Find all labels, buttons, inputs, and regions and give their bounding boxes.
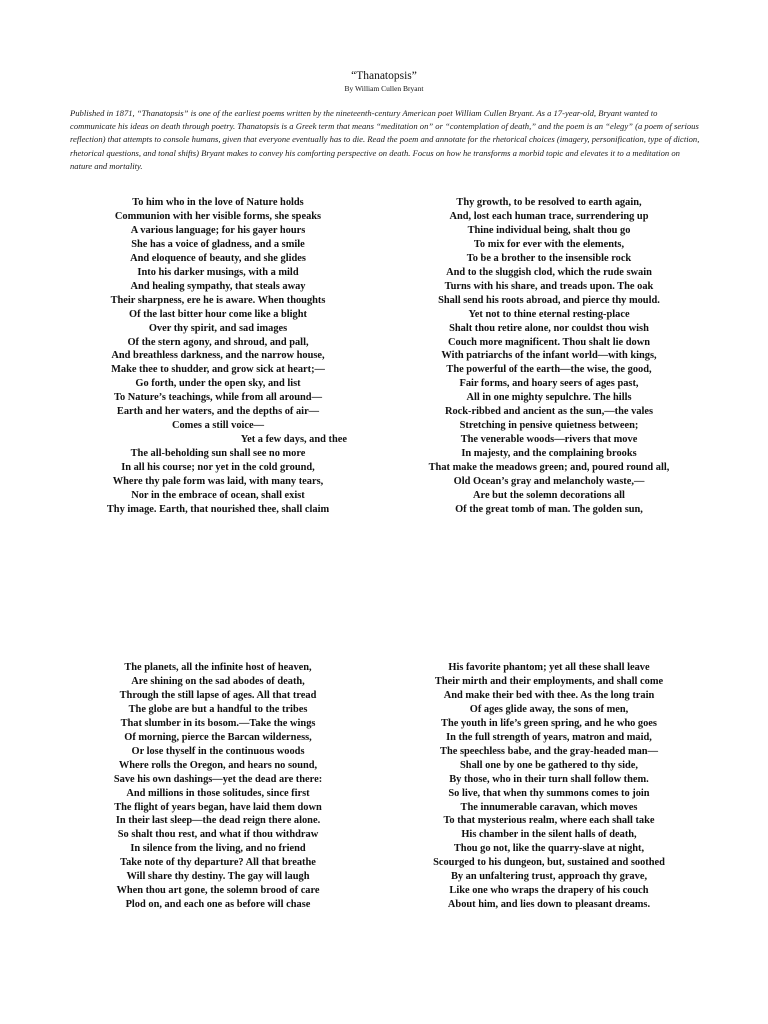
poem-line: The innumerable caravan, which moves: [460, 801, 638, 813]
poem-line: And, lost each human trace, surrendering up: [449, 210, 649, 222]
poem-line: Thy image. Earth, that nourished thee, shall claim: [106, 503, 330, 515]
poem-line: Turns with his share, and treads upon. The oak: [444, 280, 654, 292]
poem-line: The all-beholding sun shall see no more: [130, 448, 306, 460]
poem-line: The speechless babe, and the gray-headed man—: [440, 745, 658, 757]
poem-line: The globe are but a handful to the tribes: [128, 703, 308, 715]
poem-line: Shall send his roots abroad, and pierce thy mould.: [438, 294, 660, 306]
poem-line: His chamber in the silent halls of death,: [461, 829, 637, 841]
intro-paragraph: [70, 107, 700, 173]
poem-line: All in one mighty sepulchre. The hills: [466, 392, 632, 404]
poem-column-1: [53, 196, 383, 517]
poem-line: In the full strength of years, matron and maid,: [446, 731, 652, 743]
poem-line: Or lose thyself in the continuous woods: [131, 745, 305, 757]
poem-line: Plod on, and each one as before will chase: [125, 899, 311, 911]
poem-line: And make their bed with thee. As the long train: [443, 689, 655, 701]
poem-line: To mix for ever with the elements,: [473, 238, 625, 250]
poem-column-2: [384, 196, 714, 517]
poem-line: Thou go not, like the quarry-slave at night,: [453, 843, 645, 855]
poem-line: Are shining on the sad abodes of death,: [131, 675, 305, 687]
poem-line: Through the still lapse of ages. All that tread: [119, 689, 317, 701]
poem-line: About him, and lies down to pleasant dreams.: [447, 899, 651, 911]
poem-line: Yet not to thine eternal resting-place: [468, 308, 630, 320]
poem-line: Old Ocean’s gray and melancholy waste,—: [453, 476, 645, 488]
poem-line: Stretching in pensive quietness between;: [459, 420, 639, 432]
poem-line: That slumber in its bosom.—Take the wings: [120, 717, 316, 729]
poem-line: And breathless darkness, and the narrow house,: [111, 350, 325, 362]
poem-column-3: [53, 661, 383, 912]
poem-line: By an unfaltering trust, approach thy grave,: [450, 871, 648, 883]
poem-line: Where thy pale form was laid, with many tears,: [112, 476, 324, 488]
poem-line: And healing sympathy, that steals away: [130, 280, 306, 292]
poem-line: When thou art gone, the solemn brood of care: [116, 885, 320, 897]
poem-line: With patriarchs of the infant world—with kings,: [441, 350, 657, 362]
poem-line: Of the stern agony, and shroud, and pall,: [127, 336, 309, 348]
poem-line: And eloquence of beauty, and she glides: [130, 252, 306, 264]
poem-line: Shalt thou retire alone, nor couldst thou wish: [449, 322, 649, 334]
poem-line: In their last sleep—the dead reign there alone.: [115, 815, 321, 827]
poem-line: Fair forms, and hoary seers of ages past,: [459, 378, 639, 390]
poem-line: A various language; for his gayer hours: [130, 224, 306, 236]
poem-title: “Thanatopsis”: [351, 70, 417, 82]
poem-line: Where rolls the Oregon, and hears no sound,: [118, 759, 318, 771]
poem-line: Over thy spirit, and sad images: [148, 322, 288, 334]
poem-line: Into his darker musings, with a mild: [137, 266, 299, 278]
poem-line: Thine individual being, shalt thou go: [467, 224, 631, 236]
poem-line: To that mysterious realm, where each shall take: [443, 815, 655, 827]
poem-line: His favorite phantom; yet all these shall leave: [448, 662, 650, 673]
poem-line: Of the great tomb of man. The golden sun,: [455, 503, 643, 515]
poem-line: Earth and her waters, and the depths of air—: [116, 406, 320, 418]
poem-line: Of the last bitter hour come like a blight: [129, 308, 307, 320]
poem-line: Their sharpness, ere he is aware. When thoughts: [110, 294, 326, 306]
poem-line: Go forth, under the open sky, and list: [135, 378, 301, 390]
poem-line: The planets, all the infinite host of heaven,: [124, 662, 312, 673]
poem-line: Save his own dashings—yet the dead are there:: [113, 773, 323, 785]
poem-byline: By William Cullen Bryant: [344, 84, 424, 93]
poem-line: In all his course; nor yet in the cold ground,: [121, 462, 315, 474]
poem-line: Comes a still voice—: [171, 420, 265, 432]
poem-line: Rock-ribbed and ancient as the sun,—the vales: [444, 406, 654, 418]
poem-line: To Nature’s teachings, while from all around—: [114, 392, 322, 404]
intro-text: Published in 1871, “Thanatopsis” is one of the earliest poems written by the nineteenth-century American poet William Cullen Bryant. As a 17-year-old, Bryant wanted to communicate his ideas on death through poetry. Thanatopsis is a Greek term that means “meditation on” or “contemplation of death,” and the poem is an “elegy” (a poem of serious reflection) that attempts to console humans, given that everyone eventually has to die. Read the poem and annotate for the rhetorical choices (imagery, personification, type of diction, rhetorical questions, and tonal shifts) Bryant makes to convey his comforting perspective on death. Focus on how he transforms a morbid topic and elevates it to a meditation on nature and mortality.: [70, 108, 700, 171]
poem-line: Are but the solemn decorations all: [473, 490, 625, 502]
poem-line: In majesty, and the complaining brooks: [461, 448, 637, 460]
poem-line: So live, that when thy summons comes to join: [448, 787, 650, 799]
poem-column-4: [384, 661, 714, 912]
poem-line: Couch more magnificent. Thou shalt lie down: [448, 336, 650, 348]
poem-line: Like one who wraps the drapery of his couch: [449, 885, 649, 897]
poem-line: Shall one by one be gathered to thy side,: [460, 759, 638, 771]
poem-line: In silence from the living, and no friend: [130, 843, 306, 855]
poem-line: Communion with her visible forms, she speaks: [114, 210, 322, 222]
poem-line: Of morning, pierce the Barcan wilderness,: [124, 731, 312, 743]
poem-line: That make the meadows green; and, poured round all,: [428, 462, 670, 474]
poem-line: Their mirth and their employments, and shall come: [434, 675, 664, 687]
poem-line: Nor in the embrace of ocean, shall exist: [131, 490, 305, 502]
poem-line: To him who in the love of Nature holds: [132, 197, 304, 208]
poem-line: And millions in those solitudes, since first: [126, 787, 310, 799]
poem-line: The venerable woods—rivers that move: [460, 434, 638, 446]
poem-line: Will share thy destiny. The gay will laugh: [126, 871, 310, 883]
poem-line: Yet a few days, and thee: [240, 434, 347, 446]
poem-line: The flight of years began, have laid them down: [114, 801, 322, 813]
poem-line: Thy growth, to be resolved to earth again,: [456, 197, 642, 208]
poem-line: By those, who in their turn shall follow them.: [449, 773, 649, 785]
poem-line: And to the sluggish clod, which the rude swain: [446, 266, 652, 278]
poem-line: The youth in life’s green spring, and he who goes: [441, 717, 657, 729]
poem-line: Of ages glide away, the sons of men,: [469, 703, 629, 715]
poem-line: Make thee to shudder, and grow sick at heart;—: [111, 364, 325, 376]
poem-line: So shalt thou rest, and what if thou withdraw: [117, 829, 319, 841]
poem-line: Scourged to his dungeon, but, sustained and soothed: [433, 857, 665, 869]
poem-line: Take note of thy departure? All that breathe: [120, 857, 316, 869]
poem-line: The powerful of the earth—the wise, the good,: [446, 364, 652, 376]
poem-line: She has a voice of gladness, and a smile: [131, 238, 305, 250]
poem-line: To be a brother to the insensible rock: [466, 252, 632, 264]
